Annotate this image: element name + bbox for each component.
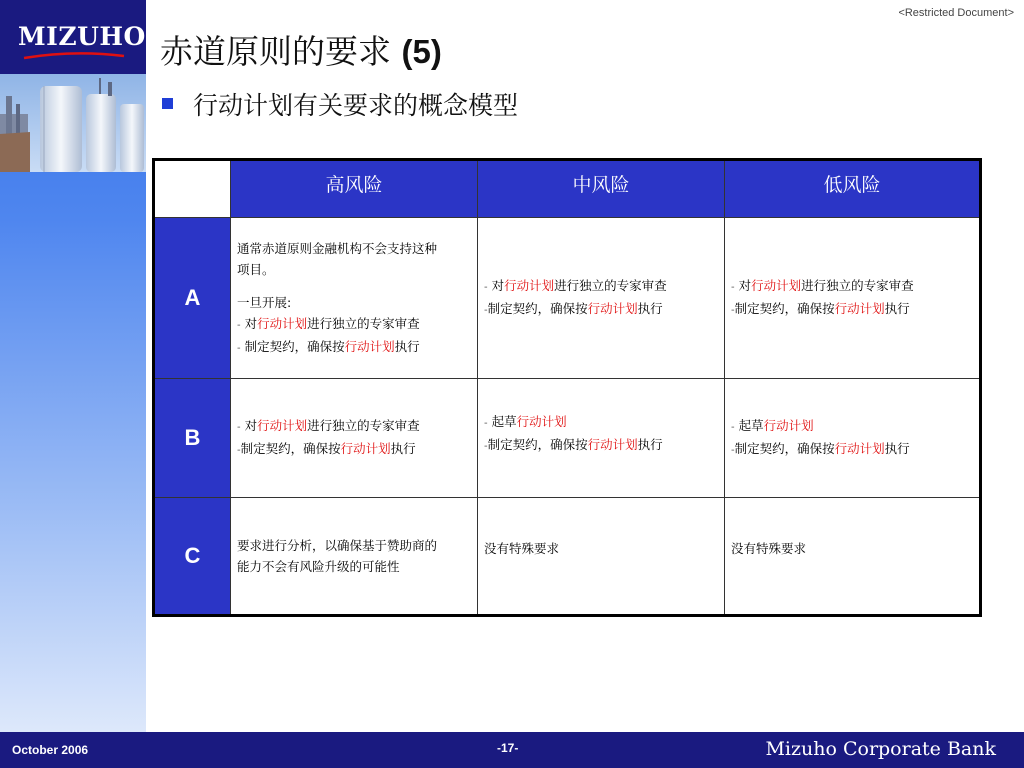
- table-corner-cell: [154, 160, 231, 218]
- cell-line: - 起草行动计划: [484, 414, 567, 429]
- cell-b-high: [231, 379, 478, 498]
- cell-b-low: [725, 379, 981, 498]
- column-header-medium-risk: 中风险: [478, 160, 725, 218]
- cell-line: -制定契约，确保按行动计划执行: [484, 437, 663, 452]
- cell-line: -制定契约，确保按行动计划执行: [731, 301, 910, 316]
- cell-c-low: 没有特殊要求: [725, 498, 981, 616]
- action-plan-risk-table: [152, 158, 982, 617]
- industrial-tanks-image: [0, 74, 146, 172]
- restricted-document-label: <Restricted Document>: [898, 7, 1014, 19]
- page-title-number: (5): [401, 33, 442, 70]
- table-row-c: [154, 498, 981, 616]
- bullet-heading: 行动计划有关要求的概念模型: [193, 91, 519, 120]
- page-title-text: 赤道原则的要求: [160, 32, 391, 71]
- table-row-a: [154, 218, 981, 379]
- cell-line: - 对行动计划进行独立的专家审查: [237, 315, 420, 331]
- row-label-c: C: [154, 498, 231, 616]
- logo-swoosh-icon: [22, 52, 126, 60]
- cell-a-low: [725, 218, 981, 379]
- bank-name: Mizuho Corporate Bank: [765, 738, 996, 760]
- cell-a-medium: [478, 218, 725, 379]
- cell-a-high: 通常赤道原则金融机构不会支持这种 项目。 一旦开展: - 对行动计划进行独立的专家审查 - 制定契约，确保按行动计划执行: [231, 218, 478, 379]
- footer-bar: [0, 732, 1024, 768]
- column-header-high-risk: 高风险: [231, 160, 478, 218]
- cell-line: -制定契约，确保按行动计划执行: [731, 441, 910, 456]
- cell-c-high: 要求进行分析，以确保基于赞助商的 能力不会有风险升级的可能性: [231, 498, 478, 616]
- bullet-square-icon: [162, 98, 173, 109]
- table-row-b: [154, 379, 981, 498]
- cell-line: - 对行动计划进行独立的专家审查: [731, 278, 914, 293]
- cell-line: -制定契约，确保按行动计划执行: [484, 301, 663, 316]
- cell-line: - 对行动计划进行独立的专家审查: [237, 418, 420, 433]
- mizuho-logo: MIZUHO: [18, 22, 146, 51]
- logo-box: [0, 0, 146, 74]
- page-title: [160, 26, 442, 73]
- cell-line: - 起草行动计划: [731, 418, 814, 433]
- row-label-a: A: [154, 218, 231, 379]
- page-number: -17-: [497, 741, 519, 755]
- cell-line: - 对行动计划进行独立的专家审查: [484, 278, 667, 293]
- footer-date: October 2006: [12, 743, 89, 757]
- cell-line: -制定契约，确保按行动计划执行: [237, 441, 416, 456]
- cell-line: - 制定契约，确保按行动计划执行: [237, 338, 420, 354]
- cell-c-medium: 没有特殊要求: [478, 498, 725, 616]
- row-label-b: B: [154, 379, 231, 498]
- table-header-row: [154, 160, 981, 218]
- column-header-low-risk: 低风险: [725, 160, 981, 218]
- cell-b-medium: [478, 379, 725, 498]
